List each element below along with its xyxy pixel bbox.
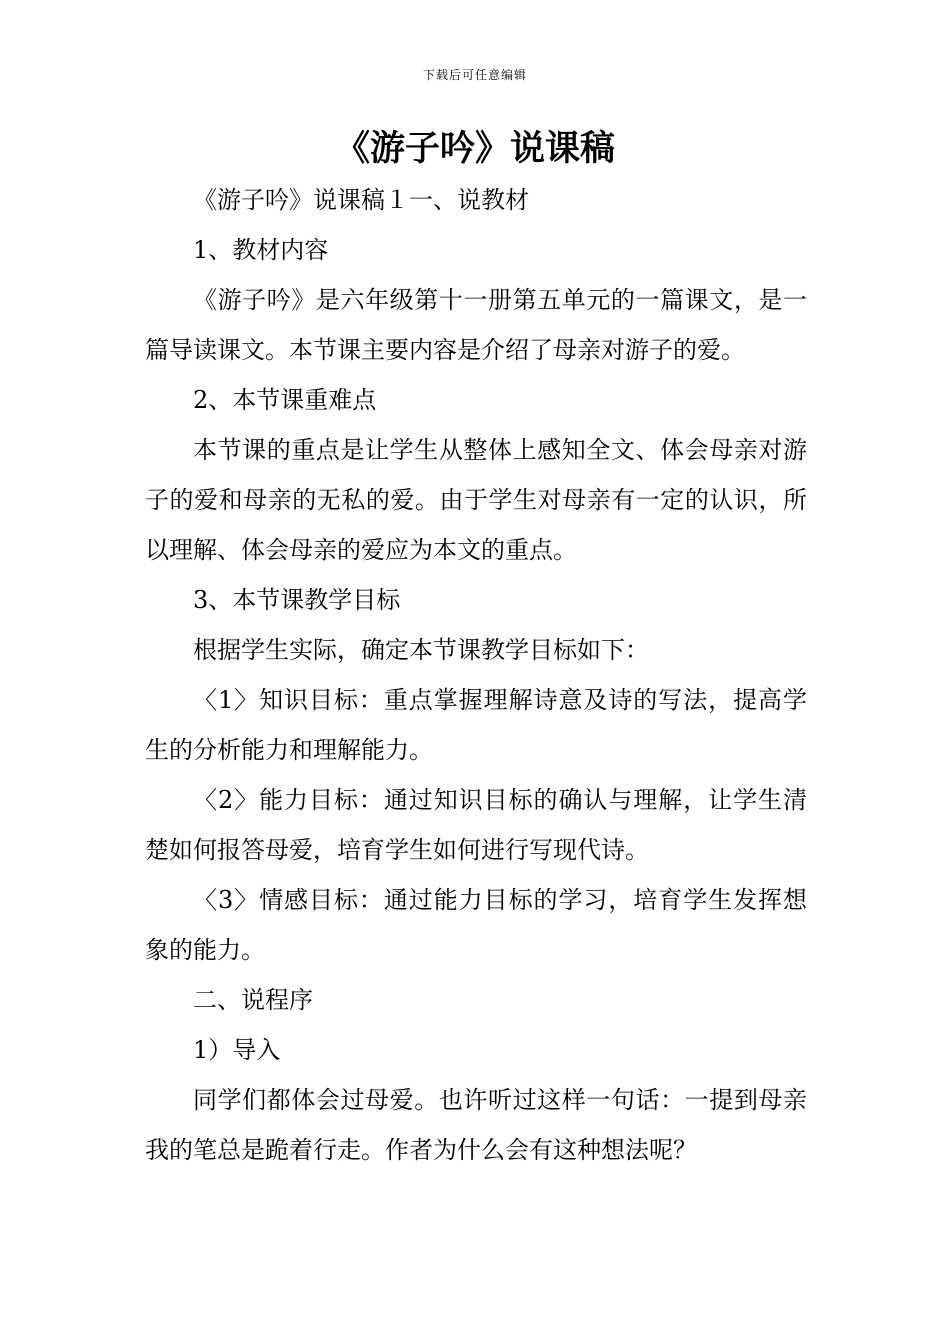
document-title: 《游子吟》说课稿	[334, 129, 615, 169]
heading-material-content: 1、教材内容	[193, 236, 329, 264]
heading-introduction: 1）导入	[193, 1036, 281, 1064]
paragraph-intro: 《游子吟》说课稿１一、说教材	[193, 186, 529, 214]
paragraph-objective-knowledge: 〈1〉知识目标：重点掌握理解诗意及诗的写法，提高学生的分析能力和理解能力。	[145, 686, 807, 764]
paragraph-objective-emotion: 〈3〉情感目标：通过能力目标的学习，培育学生发挥想象的能力。	[145, 886, 807, 964]
paragraph-objectives-intro: 根据学生实际，确定本节课教学目标如下：	[193, 636, 649, 664]
document-body	[145, 175, 807, 1175]
paragraph-material-content: 《游子吟》是六年级第十一册第五单元的一篇课文，是一篇导读课文。本节课主要内容是介绍了母亲对游子的爱。	[145, 286, 807, 364]
heading-procedure: 二、说程序	[193, 986, 313, 1014]
heading-key-points: 2、本节课重难点	[193, 386, 377, 414]
paragraph-key-points: 本节课的重点是让学生从整体上感知全文、体会母亲对游子的爱和母亲的无私的爱。由于学生对母亲有一定的认识，所以理解、体会母亲的爱应为本文的重点。	[145, 436, 807, 564]
heading-objectives: 3、本节课教学目标	[193, 586, 401, 614]
paragraph-introduction: 同学们都体会过母爱。也许听过这样一句话：一提到母亲我的笔总是跪着行走。作者为什么会有这种想法呢？	[145, 1086, 807, 1164]
paragraph-objective-ability: 〈2〉能力目标：通过知识目标的确认与理解，让学生清楚如何报答母爱，培育学生如何进行写现代诗。	[145, 786, 807, 864]
header-note: 下载后可任意编辑	[422, 68, 527, 82]
